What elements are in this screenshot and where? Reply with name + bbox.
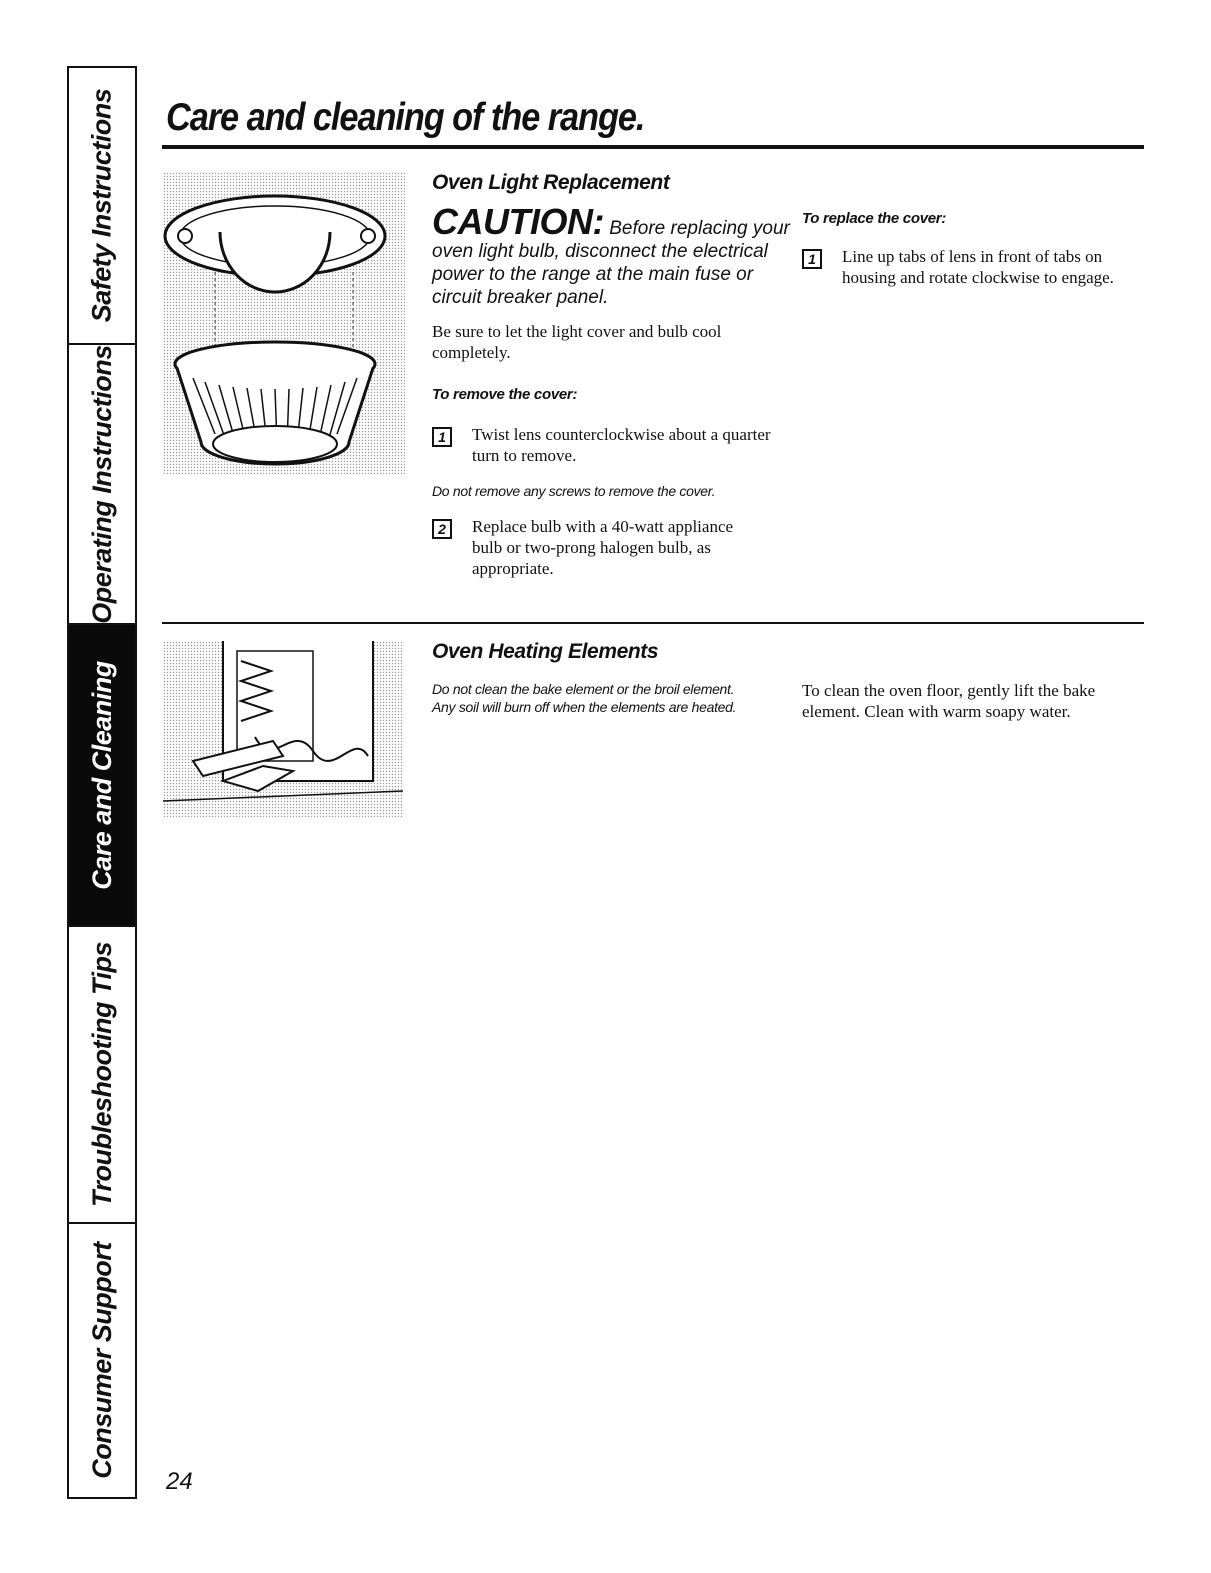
tab-safety-instructions[interactable]: [69, 68, 135, 345]
screw-note: Do not remove any screws to remove the cover.: [432, 483, 716, 499]
step-text: Replace bulb with a 40-watt appliance bulb or two-prong halogen bulb, as appropriate.: [472, 517, 734, 578]
oven-light-heading: Oven Light Replacement: [432, 171, 670, 194]
heating-note: Do not clean the bake element or the broil element. Any soil will burn off when the elements are heated.: [432, 681, 737, 715]
heating-text: To clean the oven floor, gently lift the bake element. Clean with warm soapy water.: [802, 681, 1096, 721]
heating-heading: Oven Heating Elements: [432, 640, 659, 663]
page-number: 24: [166, 1468, 193, 1495]
oven-light-illustration: [163, 172, 405, 474]
tab-label: Operating Instructions: [86, 345, 117, 624]
tab-label: Troubleshooting Tips: [86, 942, 117, 1207]
cool-bulb-text: Be sure to let the light cover and bulb cool completely.: [432, 322, 722, 362]
remove-cover-heading: To remove the cover:: [432, 386, 578, 403]
caution-notice: [432, 201, 792, 309]
section-tabs: [67, 66, 137, 1499]
tab-consumer-support[interactable]: [69, 1224, 135, 1497]
remove-step-1: [432, 424, 772, 466]
replace-cover-heading: To replace the cover:: [802, 210, 947, 227]
step-number: 2: [432, 519, 452, 539]
section-divider: [162, 622, 1144, 624]
page-title: Care and cleaning of the range.: [166, 96, 645, 139]
caution-text: Before replacing your oven light bulb, disconnect the electrical power to the range at the main fuse or circuit breaker panel.: [432, 218, 790, 308]
remove-step-2: [432, 516, 762, 579]
title-rule: [162, 145, 1144, 149]
tab-label: Safety Instructions: [86, 88, 117, 323]
tab-label: Care and Cleaning: [86, 660, 117, 890]
oven-heating-illustration: [163, 641, 403, 817]
replace-step-1: [802, 246, 1142, 288]
step-text: Line up tabs of lens in front of tabs on housing and rotate clockwise to engage.: [842, 247, 1114, 287]
caution-word: CAUTION:: [432, 201, 604, 242]
step-number: 1: [432, 427, 452, 447]
tab-operating-instructions[interactable]: [69, 345, 135, 625]
step-number: 1: [802, 249, 822, 269]
step-text: Twist lens counterclockwise about a quarter turn to remove.: [472, 425, 771, 465]
tab-care-and-cleaning[interactable]: [69, 625, 135, 927]
tab-label: Consumer Support: [86, 1242, 117, 1479]
tab-troubleshooting-tips[interactable]: [69, 927, 135, 1224]
